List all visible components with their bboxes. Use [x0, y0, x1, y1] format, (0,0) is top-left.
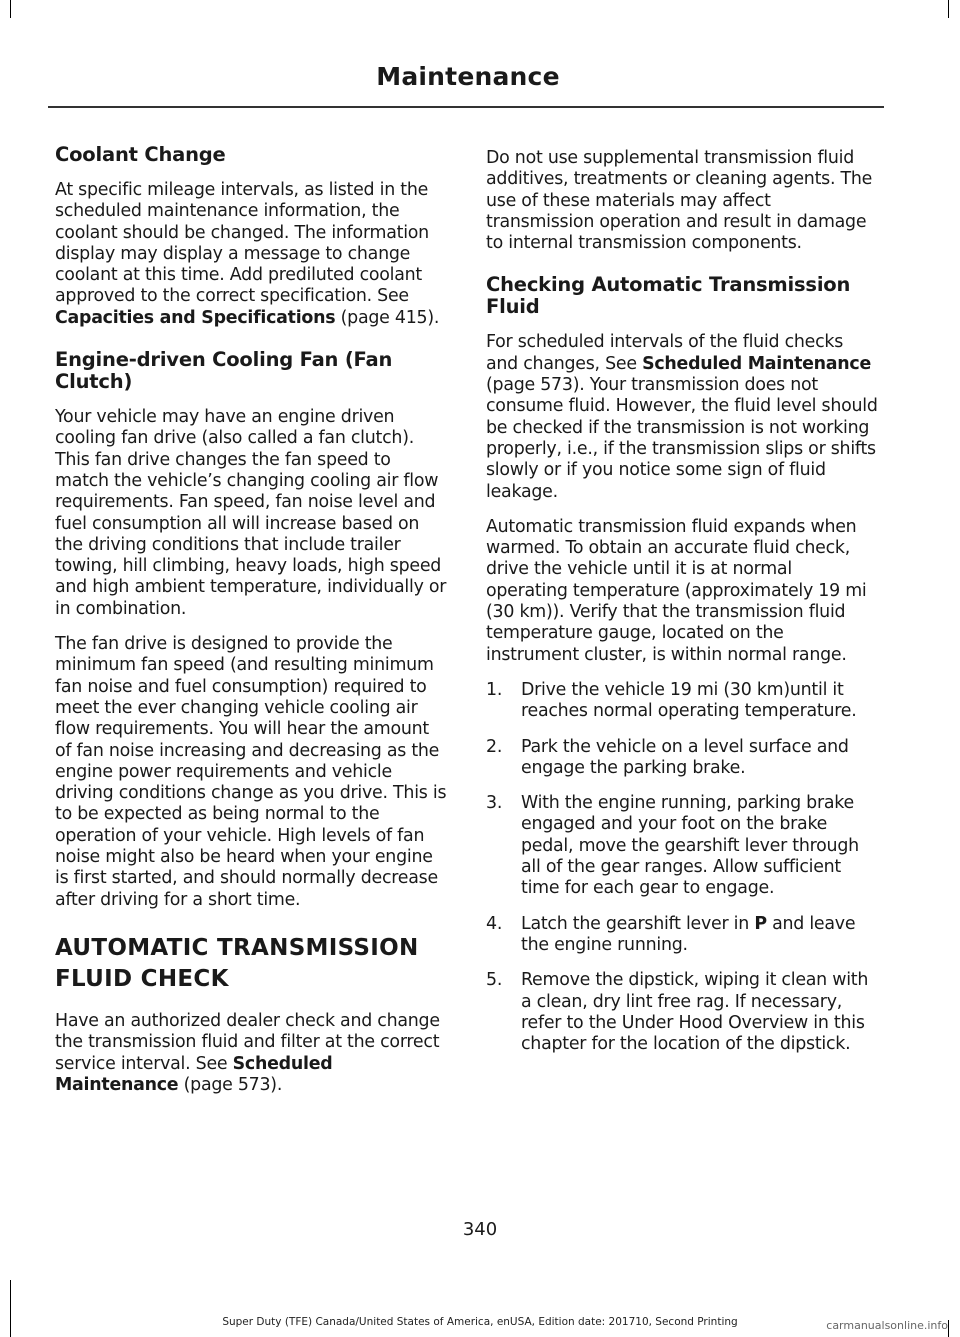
paragraph-atf-service: Have an authorized dealer check and change the transmission fluid and filter at the correct service interval. See Scheduled Maintenance (page 573). [55, 1010, 440, 1095]
paragraph-fan-1: Your vehicle may have an engine driven cooling fan drive (also called a fan clutch). This fan drive changes the fan speed to match the vehicle’s changing cooling air flow requirements. Fan speed, fan noise level and fuel consumption all will increase based on the driving conditions that include trailer towing, hill climbing, heavy loads, high speed and high ambient temperature, individually or in combination. [55, 407, 447, 619]
paragraph-scheduled-intervals: For scheduled intervals of the fluid checks and changes, See Scheduled Maintenance (page 573). Your transmission does not consume fluid. However, the fluid level should be checked if the transmission is not working properly, i.e., if the transmission slips or shifts slowly or if you notice some sign of fluid leakage. [486, 332, 878, 502]
heading-coolant-change: Coolant Change [55, 143, 226, 166]
paragraph-fan-2: The fan drive is designed to provide the minimum fan speed (and resulting minimum fan noise and fuel consumption) required to meet the ever changing vehicle cooling air flow requirements. You will hear the amount of fan noise increasing and decreasing as the engine power requirements and vehicle driving conditions change as you drive. This is to be expected as being normal to the operation of your vehicle. High levels of fan noise might also be heard when your engine is first started, and should normally decrease after driving for a short time. [55, 634, 447, 910]
heading-transmission-fluid-check: AUTOMATIC TRANSMISSION FLUID CHECK [55, 934, 419, 992]
link-scheduled-maintenance-2[interactable]: Scheduled Maintenance [642, 353, 872, 374]
heading-checking-atf: Checking Automatic Transmission Fluid [486, 273, 851, 319]
crop-mark-bottom-left [10, 1280, 11, 1337]
list-item: 3. With the engine running, parking brake engaged and your foot on the brake pedal, move the gearshift lever through all of the gear ranges. Allow sufficient time for each gear to engage. [486, 793, 859, 899]
page-header-title: Maintenance [376, 62, 560, 91]
list-item: 2. Park the vehicle on a level surface and engage the parking brake. [486, 736, 849, 778]
heading-cooling-fan: Engine-driven Cooling Fan (Fan Clutch) [55, 348, 393, 394]
list-item: 4. Latch the gearshift lever in P and leave the engine running. [486, 913, 856, 955]
footer-edition-info: Super Duty (TFE) Canada/United States of America, enUSA, Edition date: 201710, Second Printing [222, 1316, 738, 1328]
left-column [55, 144, 447, 1110]
crop-mark-top-left [10, 0, 11, 18]
page-number: 340 [462, 1219, 498, 1240]
list-item: 5. Remove the dipstick, wiping it clean with a clean, dry lint free rag. If necessary, refer to the Under Hood Overview in this chapter for the location of the dipstick. [486, 970, 869, 1055]
paragraph-coolant: At specific mileage intervals, as listed in the scheduled maintenance information, the coolant should be changed. The information display may display a message to change coolant at this time. Add prediluted coolant approved to the correct specification. See Capacities and Specifications (page 415). [55, 180, 440, 328]
right-column [486, 148, 878, 1069]
crop-mark-top-right [948, 0, 949, 18]
watermark: carmanualsonline.info [826, 1319, 948, 1332]
link-capacities-specifications[interactable]: Capacities and Specifications [55, 307, 336, 328]
procedure-steps [486, 680, 878, 1055]
paragraph-additives: Do not use supplemental transmission fluid additives, treatments or cleaning agents. The use of these materials may affect transmission operation and result in damage to internal transmission components. [486, 148, 873, 254]
list-item: 1. Drive the vehicle 19 mi (30 km)until it reaches normal operating temperature. [486, 679, 857, 722]
link-scheduled-maintenance[interactable]: Scheduled Maintenance [55, 1053, 333, 1095]
paragraph-fluid-expands: Automatic transmission fluid expands when warmed. To obtain an accurate fluid check, drive the vehicle until it is at normal operating temperature (approximately 19 mi (30 km)). Verify that the transmission fluid temperature gauge, located on the instrument cluster, is within normal range. [486, 516, 867, 665]
header-divider [48, 106, 884, 108]
